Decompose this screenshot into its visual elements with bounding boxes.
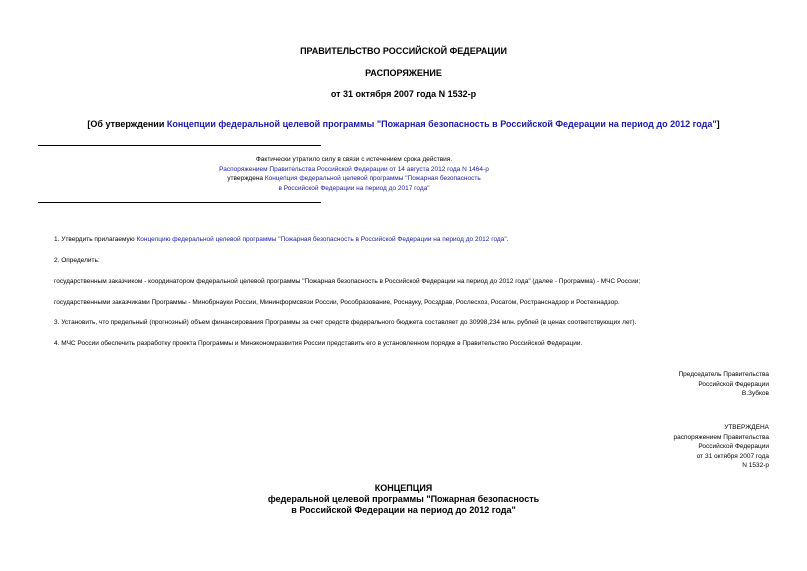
signature-authority: Российской Федерации <box>698 380 769 388</box>
notice-approved-text: утверждена <box>227 175 265 182</box>
p1-text: 1. Утвердить прилагаемую <box>54 236 137 243</box>
notice-decree-link[interactable]: Распоряжением Правительства Российской Федерации от 14 августа 2012 года N 1464-р <box>219 165 489 173</box>
subject-close: ] <box>716 119 720 129</box>
concept-subtitle-2: в Российской Федерации на период до 2012 года" <box>291 505 516 515</box>
approval-number: N 1532-р <box>742 462 769 469</box>
signature-block <box>678 370 769 399</box>
approval-date: от 31 октября 2007 года <box>696 452 769 460</box>
approval-line-3: Российской Федерации <box>698 443 769 450</box>
paragraph-4: государственными заказчиками Программы - Минобрнауки России, Мининформсвязи России, Рособразование, Роснауку, Росздрав, Рослесхоз, Росатом, Ространснадзор и Ростехнадзор. <box>54 299 620 306</box>
concept-subtitle-1: федеральной целевой программы "Пожарная безопасность <box>267 494 540 504</box>
paragraph-6: 4. МЧС России обеспечить разработку проекта Программы и Минэкономразвития России представить его в установленном порядке в Правительство Российской Федерации. <box>54 340 583 347</box>
paragraph-2: 2. Определить: <box>54 257 100 264</box>
paragraph-5: 3. Установить, что предельный (прогнозный) объем финансирования Программы за счет средств федерального бюджета составляет до 30998,234 млн. рублей (в ценах соответствующих лет). <box>54 319 637 326</box>
notice-top-divider <box>38 145 321 146</box>
concept-link[interactable]: Концепции федеральной целевой программы "Пожарная безопасность в Российской Федерации на период до 2012 года" <box>166 119 717 129</box>
notice-bottom-divider <box>38 202 321 203</box>
paragraph-1 <box>54 235 508 244</box>
signature-name: В.Зубков <box>741 390 769 397</box>
signature-position: Председатель Правительства <box>678 371 769 378</box>
notice-approved-line <box>176 174 532 184</box>
document-date-number: от 31 октября 2007 года N 1532-р <box>330 89 477 99</box>
authority-heading: ПРАВИТЕЛЬСТВО РОССИЙСКОЙ ФЕДЕРАЦИИ <box>300 46 507 56</box>
p1-concept-link[interactable]: Концепцию федеральной целевой программы "Пожарная безопасность в Российской Федерации на период до 2012 года" <box>136 236 507 243</box>
document-type: РАСПОРЯЖЕНИЕ <box>365 68 442 78</box>
status-notice <box>176 155 532 193</box>
notice-new-concept-link[interactable]: Концепция федеральной целевой программы "Пожарная безопасность <box>264 175 481 182</box>
approval-block <box>674 423 769 471</box>
concept-title: КОНЦЕПЦИЯ <box>374 483 433 493</box>
paragraph-3: государственным заказчиком - координатором федеральной целевой программы "Пожарная безопасность в Российской Федерации на период до 2012 года" (далее - Программа) - МЧС России; <box>54 278 641 285</box>
document-subject <box>0 118 807 130</box>
approval-title: УТВЕРЖДЕНА <box>724 424 769 431</box>
notice-new-concept-link-cont[interactable]: в Российской Федерации на период до 2017 года" <box>278 184 430 192</box>
p1-end: . <box>506 236 509 243</box>
subject-open: [Об утверждении <box>87 119 167 129</box>
notice-status-text: Фактически утратило силу в связи с истечением срока действия. <box>255 156 453 163</box>
approval-line-2: распоряжением Правительства <box>673 433 769 441</box>
